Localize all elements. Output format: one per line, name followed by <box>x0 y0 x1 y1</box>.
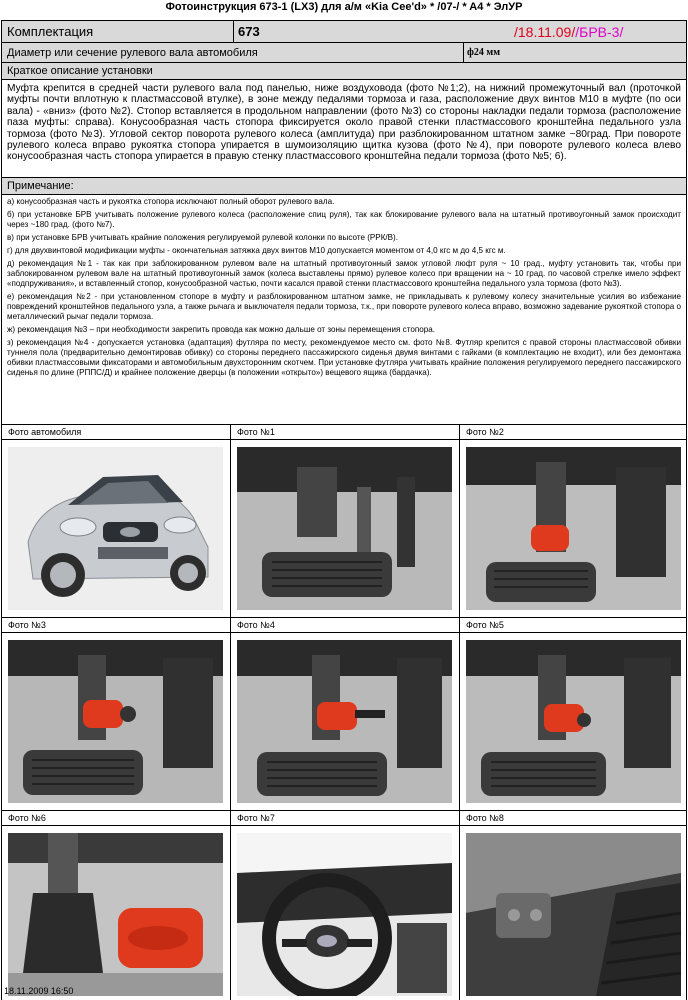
kit-label: Комплектация <box>2 21 234 42</box>
kit-revision <box>464 21 686 42</box>
photo-6 <box>2 826 230 1000</box>
photo-caption: Фото №4 <box>231 618 459 633</box>
wheel-image <box>237 833 452 996</box>
note-item: д) рекомендация №1 - так как при заблокированном рулевом вале на штатный противоугонный замок угловой люфт руля ~ 10 град., муфту установить так, чтобы при заблокированном рулевом вале на штатный противоугонный замок (колеса выставлены прямо) рулевое колесо при вращении на ~ 10 град. по часовой стрелке имело эффект «подпруживания», и вставленный стопор, конусообразной частью, почти касался правой стенки пластмассового кронштейна педального узла тормоза (фото №3). <box>7 259 681 289</box>
car-image <box>8 447 223 610</box>
notes-heading: Примечание: <box>2 178 686 195</box>
photo-cell <box>460 618 686 811</box>
kit-date: /18.11.09/ <box>514 24 576 40</box>
note-item: а) конусообразная часть и рукоятка стопора исключают полный оборот рулевого вала. <box>7 197 335 206</box>
photo-8 <box>460 826 686 1000</box>
photo-car <box>2 440 230 617</box>
kit-brv: /БРВ-3/ <box>575 24 624 40</box>
photo-caption: Фото №6 <box>2 811 230 826</box>
photo-cell <box>231 811 460 1000</box>
photo-caption: Фото №7 <box>231 811 459 826</box>
shaft-label: Диаметр или сечение рулевого вала автомобиля <box>2 43 464 62</box>
photo-cell <box>231 618 460 811</box>
closeup-image <box>8 833 223 996</box>
page-title: Фотоинструкция 673-1 (LX3) для а/м «Kia Cee'd» * /07-/ * A4 * ЭлУР <box>165 1 523 13</box>
photo-7 <box>231 826 459 1000</box>
photo-cell <box>460 425 686 618</box>
note-item: г) для двухвинтовой модификации муфты - окончательная затяжка двух винтов М10 допускается моментом от 4,0 кгс м до 4,5 кгс м. <box>7 246 506 256</box>
photo-caption: Фото №3 <box>2 618 230 633</box>
photo-cell <box>2 811 231 1000</box>
pedal-lock-image <box>8 640 223 803</box>
pedal-image <box>237 447 452 610</box>
shaft-row <box>2 43 686 63</box>
floor-image <box>466 833 681 996</box>
notes-list <box>2 195 686 425</box>
note-item: в) при установке БРВ учитывать крайние положения регулируемой рулевой колонки по высоте (РРК/В). <box>7 233 398 243</box>
photo-1 <box>231 440 459 617</box>
note-item: з) рекомендация №4 - допускается установка (адаптация) футляра по месту, рекомендуемое место см. фото №8. Футляр крепится с правой стороны пластмассовой обивки туннеля пола (предварительно демонтировав обивку) со стороны переднего пассажирского сиденья двумя винтами с гайками (в комплектацию не входит), или без демонтажа обивки пластмассовыми фиксаторами и автомобильным двухсторонним скотчем. При установке футляра учитывать крайние положения регулируемого переднего пассажирского сиденья по длине (РППС/Д) и крайнее положение дверцы (в положении «открыто») вещевого ящика (бардачка). <box>7 338 681 377</box>
instruction-sheet <box>1 20 687 1000</box>
photo-5 <box>460 633 686 810</box>
note-item: ж) рекомендация №3 – при необходимости закрепить провода как можно дальше от зоны перемещения стопора. <box>7 325 435 335</box>
photo-grid <box>2 425 686 1000</box>
photo-4 <box>231 633 459 810</box>
photo-caption: Фото №5 <box>460 618 686 633</box>
photo-cell <box>460 811 686 1000</box>
photo-caption: Фото №2 <box>460 425 686 440</box>
install-description: Муфта крепится в средней части рулевого вала под панелью, ниже воздуховода (фото №1;2), на нижний промежуточный вал (проточкой муфты почти вплотную к пластмассовой втулке), в зоне между педалями тормоза и газа, расположение двух винтов М10 в муфте (по оси вала) - «вниз» (фото №2). Стопор вставляется в продольном направлении (фото №3) со стороны накладки педали тормоза (расположение паза муфты: справа). Конусообразная часть стопора фиксируется около правой стенки пластмассового кронштейна педального узла тормоза (фото №3). Угловой сектор поворота рулевого колеса (амплитуда) при разблокированном штатном замке ~80град. При повороте рулевого колеса вправо рукоятка стопора упирается в шумоизоляцию щитка кузова (фото №4), при повороте рулевого колеса влево конусообразная часть стопора упирается в правую стенку пластмассового кронштейна педали тормоза (фото №5; 6). <box>2 80 686 178</box>
photo-3 <box>2 633 230 810</box>
photo-cell <box>231 425 460 618</box>
photo-cell <box>2 618 231 811</box>
install-heading: Краткое описание установки <box>2 63 686 80</box>
photo-cell <box>2 425 231 618</box>
pedal-lock-image <box>466 640 681 803</box>
note-item: б) при установке БРВ учитывать положение рулевого колеса (расположение спиц руля), так как блокирование рулевого вала на штатный противоугонный замок происходит через ~180 град. (фото №7). <box>7 210 681 229</box>
shaft-value: ф24 мм <box>467 47 501 58</box>
photo-2 <box>460 440 686 617</box>
photo-caption: Фото №8 <box>460 811 686 826</box>
photo-caption: Фото автомобиля <box>2 425 230 440</box>
photo-caption: Фото №1 <box>231 425 459 440</box>
footer-timestamp: 18.11.2009 16:50 <box>4 986 74 996</box>
kit-row <box>2 21 686 43</box>
note-item: е) рекомендация №2 - при установленном стопоре в муфту и разблокированном штатном замке, не прикладывать к рулевому колесу значительные усилия во избежание повреждений кронштейнов педального узла, а также рычага и выключателя педали тормоза, т.к., при повороте рулевого колеса вправо, возможно задевание рукояткой стопора о металлический рычаг педали тормоза. <box>7 292 681 321</box>
pedal-lock-image <box>237 640 452 803</box>
pedal-lock-image <box>466 447 681 610</box>
kit-code: 673 <box>238 24 260 39</box>
